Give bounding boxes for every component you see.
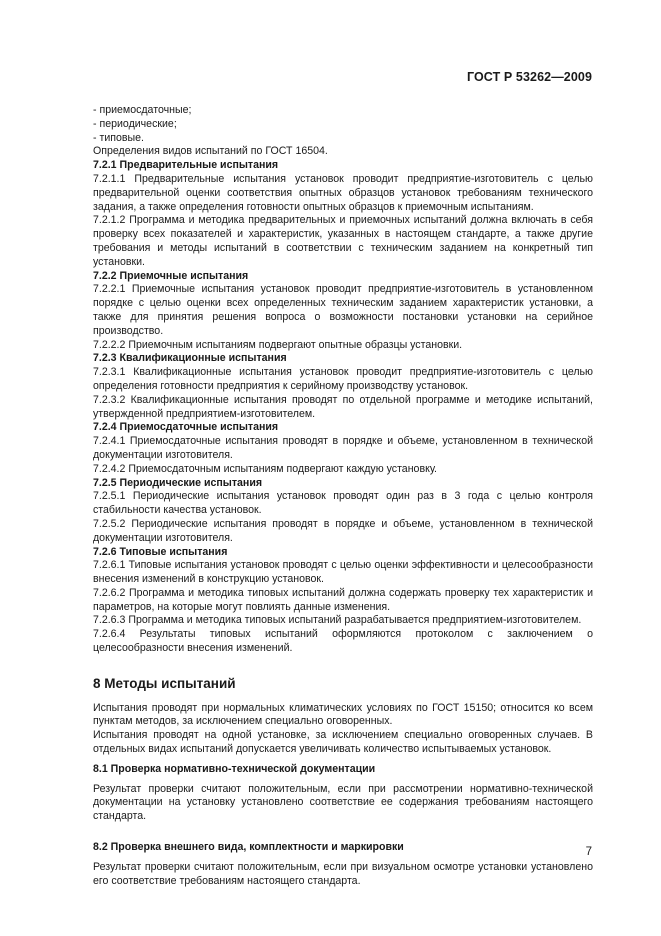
section-heading: 7.2.4 Приемосдаточные испытания (93, 421, 279, 434)
paragraph: 7.2.6.1 Типовые испытания установок проводят с целью оценки эффективности и целесообразности внесения изменений в конструкцию установок. (93, 559, 593, 586)
paragraph: 7.2.2.2 Приемочным испытаниям подвергают опытные образцы установки. (93, 338, 463, 351)
paragraph: 7.2.1.2 Программа и методика предварительных и приемочных испытаний должна включать в себя проверку всех показателей и характеристик, указанных в настоящем стандарте, а также другие требования и методы испытаний в соответствии с техническим заданием на конкретный тип установки. (93, 214, 593, 268)
subsection-heading: 8.1 Проверка нормативно-технической документации (93, 762, 376, 775)
chapter-heading: 8 Методы испытаний (93, 675, 236, 691)
list-item: - периодические; (93, 117, 177, 130)
document-code-header: ГОСТ Р 53262—2009 (466, 70, 592, 84)
subsection-heading: 8.2 Проверка внешнего вида, комплектности и маркировки (93, 841, 404, 854)
section-heading: 7.2.6 Типовые испытания (93, 545, 228, 558)
list-item: - приемосдаточные; (93, 104, 192, 116)
paragraph: 7.2.6.4 Результаты типовых испытаний оформляются протоколом с заключением о целесообразности внесения изменений. (93, 628, 593, 655)
paragraph: 7.2.1.1 Предварительные испытания установок проводит предприятие-изготовитель с целью предварительной оценки соответствия опытных образцов установок требованиям технического задания, а также определения готовности опытных образцов к приемочным испытаниям. (93, 172, 593, 213)
paragraph: 7.2.4.1 Приемосдаточные испытания проводят в порядке и объеме, установленном в технической документации изготовителя. (93, 435, 593, 461)
paragraph: Результат проверки считают положительным, если при визуальном осмотре установки установлено его соответствие требованиям настоящего стандарта. (93, 860, 593, 887)
paragraph: Испытания проводят на одной установке, за исключением специально оговоренных случаев. В отдельных видах испытаний допускается увеличивать количество испытываемых установок. (93, 729, 593, 756)
list-item: - типовые. (93, 131, 144, 144)
section-heading: 7.2.5 Периодические испытания (93, 476, 263, 489)
paragraph: Определения видов испытаний по ГОСТ 16504. (93, 145, 328, 158)
page-number: 7 (585, 846, 592, 858)
paragraph: 7.2.4.2 Приемосдаточным испытаниям подвергают каждую установку. (93, 462, 438, 475)
paragraph: 7.2.6.2 Программа и методика типовых испытаний должна содержать проверку тех характеристик и параметров, на которые могут повлиять данные изменения. (93, 586, 593, 613)
paragraph: Результат проверки считают положительным, если при рассмотрении нормативно-технической документации на установку установлено соответствие ее содержания требованиям настоящего стандарта. (93, 782, 593, 823)
paragraph: 7.2.3.1 Квалификационные испытания установок проводит предприятие-изготовитель с целью определения готовности предприятия к серийному производству установок. (93, 366, 593, 392)
section-heading: 7.2.1 Предварительные испытания (93, 159, 279, 172)
paragraph: Испытания проводят при нормальных климатических условиях по ГОСТ 15150; относится ко всем пунктам методов, за исключением специально оговоренных. (93, 701, 593, 728)
paragraph: 7.2.5.2 Периодические испытания проводят в порядке и объеме, установленном в технической документации изготовителя. (93, 517, 593, 544)
paragraph: 7.2.2.1 Приемочные испытания установок проводит предприятие-изготовитель в установленном порядке с целью оценки всех определенных техническим заданием характеристик установки, а также для принятия решения вопроса о возможности постановки установки на серийное производство. (93, 283, 593, 337)
section-heading: 7.2.2 Приемочные испытания (93, 269, 249, 282)
paragraph: 7.2.6.3 Программа и методика типовых испытаний разрабатывается предприятием-изготовителем. (93, 614, 582, 627)
document-body (93, 104, 593, 888)
paragraph: 7.2.5.1 Периодические испытания установок проводят один раз в 3 года с целью контроля стабильности качества установок. (93, 490, 593, 517)
paragraph: 7.2.3.2 Квалификационные испытания проводят по отдельной программе и методике испытаний, утвержденной предприятием-изготовителем. (93, 393, 593, 420)
section-heading: 7.2.3 Квалификационные испытания (93, 352, 287, 365)
